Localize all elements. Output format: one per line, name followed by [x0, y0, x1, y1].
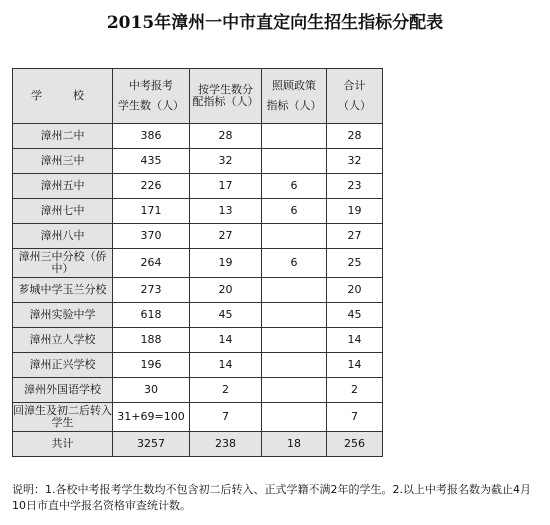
total-label: 共计 — [13, 432, 113, 457]
allocated-count: 32 — [190, 149, 262, 174]
table-row — [13, 124, 383, 149]
policy-count: 6 — [262, 199, 327, 224]
table-header-row — [13, 69, 383, 124]
total-count: 27 — [327, 224, 383, 249]
exam-count: 171 — [113, 199, 190, 224]
allocated-count: 28 — [190, 124, 262, 149]
exam-count: 226 — [113, 174, 190, 199]
policy-count — [262, 124, 327, 149]
allocated-count: 20 — [190, 278, 262, 303]
total-count: 2 — [327, 378, 383, 403]
footnote: 说明：1.各校中考报考学生数均不包含初二后转入、正式学籍不满2年的学生。2.以上中考报名数为截止4月10日市直中学报名资格审查统计数。 — [12, 483, 531, 512]
school-name: 漳州外国语学校 — [13, 378, 113, 403]
allocated-count: 45 — [190, 303, 262, 328]
page-title: 2015年漳州一中市直定向生招生指标分配表 — [106, 13, 444, 33]
grand-total: 256 — [327, 432, 383, 457]
policy-count — [262, 403, 327, 432]
policy-count — [262, 328, 327, 353]
allocated-count: 14 — [190, 328, 262, 353]
total-count: 19 — [327, 199, 383, 224]
exam-count: 188 — [113, 328, 190, 353]
school-name: 漳州八中 — [13, 224, 113, 249]
table-row — [13, 353, 383, 378]
total-count: 14 — [327, 328, 383, 353]
table-row — [13, 249, 383, 278]
exam-count: 435 — [113, 149, 190, 174]
policy-count: 6 — [262, 174, 327, 199]
policy-count — [262, 353, 327, 378]
school-name: 漳州实验中学 — [13, 303, 113, 328]
policy-count — [262, 224, 327, 249]
allocated-count: 2 — [190, 378, 262, 403]
school-name: 漳州五中 — [13, 174, 113, 199]
policy-count — [262, 303, 327, 328]
total-count: 14 — [327, 353, 383, 378]
exam-count: 264 — [113, 249, 190, 278]
exam-count: 31+69=100 — [113, 403, 190, 432]
policy-count — [262, 378, 327, 403]
school-name: 漳州三中 — [13, 149, 113, 174]
header-allocated: 按学生数分 配指标（人） — [190, 69, 262, 124]
total-row — [13, 432, 383, 457]
table-row — [13, 328, 383, 353]
school-name: 芗城中学玉兰分校 — [13, 278, 113, 303]
table-row — [13, 403, 383, 432]
header-school: 学 校 — [13, 69, 113, 124]
total-count: 7 — [327, 403, 383, 432]
total-count: 25 — [327, 249, 383, 278]
school-name: 漳州正兴学校 — [13, 353, 113, 378]
total-count: 20 — [327, 278, 383, 303]
table-row — [13, 378, 383, 403]
exam-count: 618 — [113, 303, 190, 328]
table-row — [13, 278, 383, 303]
table-row — [13, 303, 383, 328]
exam-count: 273 — [113, 278, 190, 303]
exam-count: 30 — [113, 378, 190, 403]
school-name: 漳州三中分校（侨中） — [13, 249, 113, 278]
school-name: 漳州七中 — [13, 199, 113, 224]
allocated-count: 13 — [190, 199, 262, 224]
exam-count: 370 — [113, 224, 190, 249]
allocation-table — [12, 68, 383, 457]
total-exam-count: 3257 — [113, 432, 190, 457]
total-count: 28 — [327, 124, 383, 149]
header-exam-count: 中考报考 学生数（人） — [113, 69, 190, 124]
table-row — [13, 224, 383, 249]
header-policy: 照顾政策 指标（人） — [262, 69, 327, 124]
policy-count: 6 — [262, 249, 327, 278]
total-count: 32 — [327, 149, 383, 174]
header-total: 合计 （人） — [327, 69, 383, 124]
policy-count — [262, 278, 327, 303]
allocated-count: 7 — [190, 403, 262, 432]
allocated-count: 14 — [190, 353, 262, 378]
allocated-count: 17 — [190, 174, 262, 199]
school-name: 回漳生及初二后转入学生 — [13, 403, 113, 432]
total-policy: 18 — [262, 432, 327, 457]
school-name: 漳州立人学校 — [13, 328, 113, 353]
total-count: 23 — [327, 174, 383, 199]
school-name: 漳州二中 — [13, 124, 113, 149]
exam-count: 386 — [113, 124, 190, 149]
total-count: 45 — [327, 303, 383, 328]
policy-count — [262, 149, 327, 174]
table-row — [13, 149, 383, 174]
allocated-count: 27 — [190, 224, 262, 249]
total-allocated: 238 — [190, 432, 262, 457]
exam-count: 196 — [113, 353, 190, 378]
allocated-count: 19 — [190, 249, 262, 278]
table-row — [13, 199, 383, 224]
table-row — [13, 174, 383, 199]
